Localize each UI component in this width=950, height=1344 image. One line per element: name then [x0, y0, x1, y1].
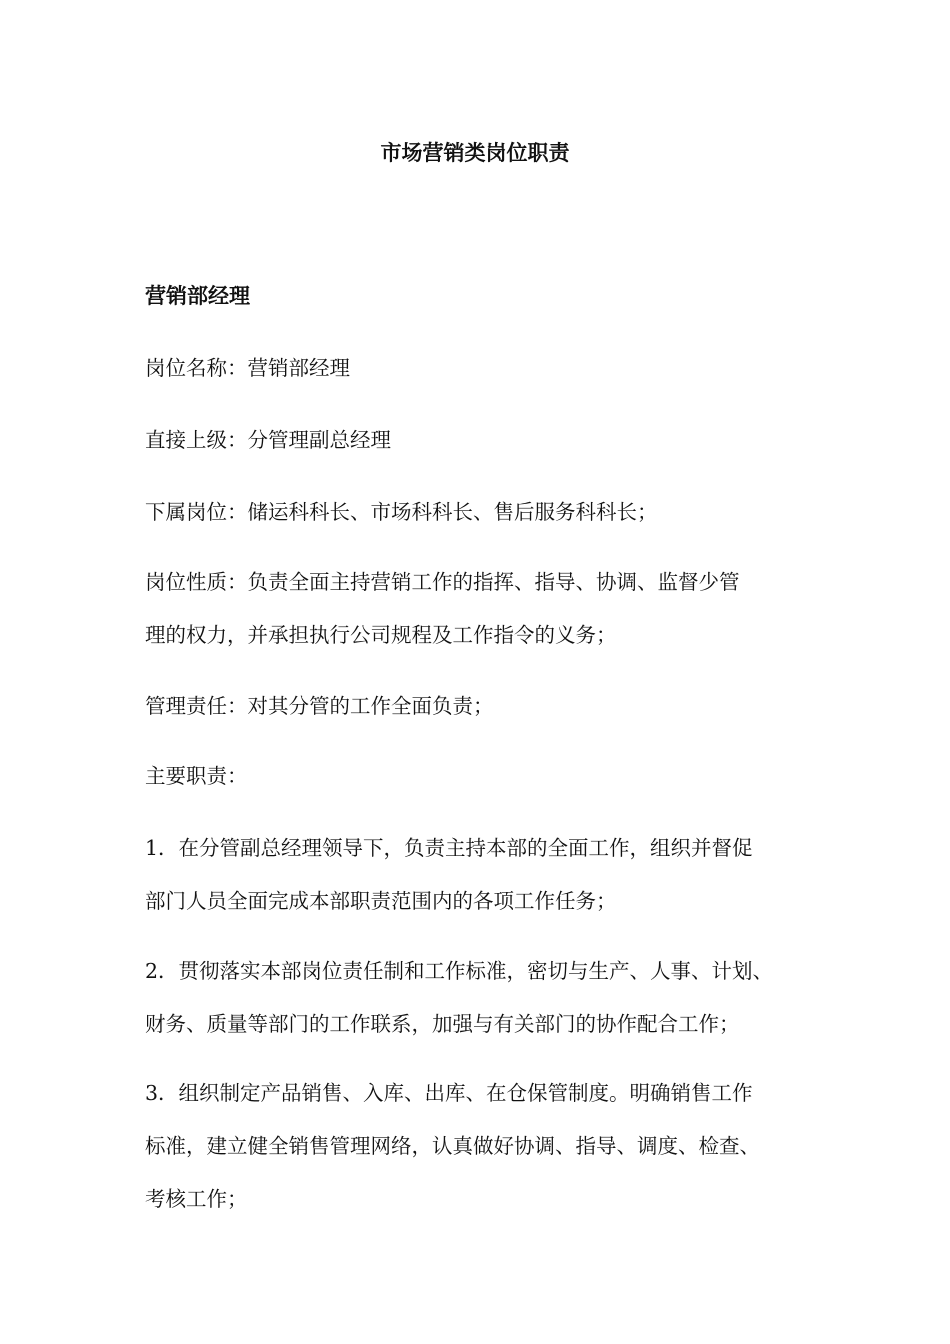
duty-item-2 — [145, 945, 825, 1051]
direct-superior-paragraph — [145, 414, 825, 467]
position-nature-paragraph — [145, 556, 825, 662]
section-heading: 营销部经理 — [145, 284, 250, 308]
position-name-paragraph — [145, 342, 825, 395]
paragraph-line: 直接上级：分管理副总经理 — [145, 428, 391, 452]
paragraph-line: 考核工作； — [145, 1187, 248, 1211]
paragraph-line: 岗位性质：负责全面主持营销工作的指挥、指导、协调、监督少管 — [145, 570, 740, 594]
main-duties-heading — [145, 750, 825, 803]
paragraph-line: 1．在分管副总经理领导下，负责主持本部的全面工作，组织并督促 — [145, 836, 753, 860]
paragraph-line: 财务、质量等部门的工作联系，加强与有关部门的协作配合工作； — [145, 1012, 740, 1036]
paragraph-line: 管理责任：对其分管的工作全面负责； — [145, 694, 494, 718]
paragraph-line: 标准，建立健全销售管理网络，认真做好协调、指导、调度、检查、 — [145, 1134, 760, 1158]
document-title: 市场营销类岗位职责 — [380, 141, 570, 165]
paragraph-line: 部门人员全面完成本部职责范围内的各项工作任务； — [145, 889, 617, 913]
management-responsibility-paragraph — [145, 680, 825, 733]
paragraph-line: 2．贯彻落实本部岗位责任制和工作标准，密切与生产、人事、计划、 — [145, 959, 774, 983]
paragraph-line: 岗位名称：营销部经理 — [145, 356, 350, 380]
paragraph-line: 理的权力，并承担执行公司规程及工作指令的义务； — [145, 623, 617, 647]
duty-item-3 — [145, 1067, 825, 1226]
subordinate-positions-paragraph — [145, 486, 825, 539]
paragraph-line: 下属岗位：储运科科长、市场科科长、售后服务科科长； — [145, 500, 658, 524]
paragraph-line: 3．组织制定产品销售、入库、出库、在仓保管制度。明确销售工作 — [145, 1081, 753, 1105]
paragraph-line: 主要职责： — [145, 764, 248, 788]
duty-item-1 — [145, 822, 825, 928]
